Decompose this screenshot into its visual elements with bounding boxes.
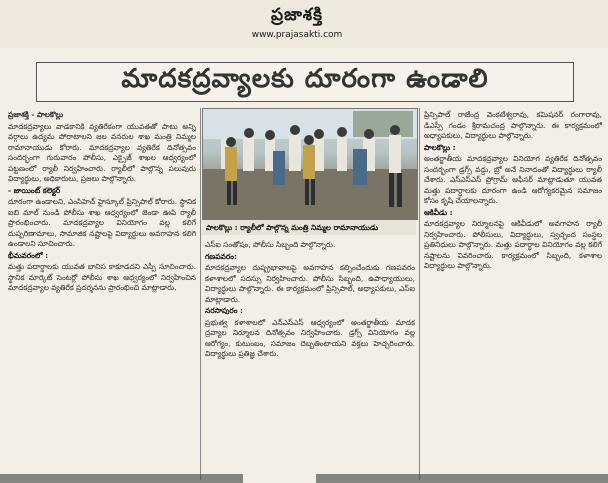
subhead: గణపవరం: (205, 251, 238, 261)
column-divider (200, 108, 201, 480)
subhead: పాలకొల్లు : (424, 142, 456, 152)
paragraph: ప్రభుత్వ కళాశాలలో ఎన్ఎస్ఎస్ ఆధ్వర్యంలో అంతర్జాతీయ మాదక ద్రవ్యాల నిర్మూలన దినోత్సవం నిర్వహించారు. డ్రగ్స్ వినియోగం వల్ల ఆరోగ్యం, కుటుంబం, సమాజం దెబ్బతింటాయని వక్తలు హెచ్చరించారు. విద్యార్థులు ప్రతిజ్ఞ చేశారు. (205, 317, 415, 358)
paragraph: ప్రిన్సిపాల్ రాజేంద్ర వెంకటేశ్వరావు, కమిషనర్ రంగారావు, డిఎస్పీ గండం శ్రీరామచంద్ర పాల్గొన్నారు. ఈ కార్యక్రమంలో అధ్యాపకులు, విద్యార్థులు పాల్గొన్నారు. (424, 110, 602, 140)
subhead: - జాయింట్ కలెక్టర్ (8, 185, 61, 195)
article-column-2 (205, 240, 415, 480)
masthead (0, 0, 608, 48)
headline-box (36, 62, 574, 102)
article-column-3 (424, 110, 602, 480)
rally-illustration (203, 109, 417, 219)
paragraph: ఎస్ఐ సంతోషం, పోలీసు సిబ్బంది పాల్గొన్నారు. (205, 240, 336, 249)
next-article-strip (0, 474, 608, 483)
paragraph: మాదకద్రవ్యాల దుష్ప్రభావాలపై అవగాహన కల్పించేందుకు గణపవరం కళాశాలలో సదస్సు నిర్వహించారు. పోలీసు సిబ్బంది, ఉపాధ్యాయులు, విద్యార్థులు పాల్గొన్నారు. ఈ కార్యక్రమంలో ప్రిన్సిపాల్, అధ్యాపకులు, ఎస్ఐ మాట్లాడారు. (205, 263, 415, 304)
headline: మాదకద్రవ్యాలకు దూరంగా ఉండాలి (121, 64, 489, 94)
subhead: ఆకివీడు : (424, 207, 453, 217)
paragraph: మాదకద్రవ్యాలు వాడకానికి వ్యతిరేకంగా యువతతో పాటు అన్ని వర్గాలు ఉద్యమ పోరాటాలని జల వనరుల శాఖ మంత్రి నిమ్మల రామానాయుడు కోరారు. మాదకద్రవ్యాల వ్యతిరేక దినోత్సవం సందర్భంగా గురువారం పోలీసు, ఎక్సైజ్ శాఖల ఆధ్వర్యంలో పట్టణంలో ర్యాలీ నిర్వహించారు. ర్యాలీలో పాల్గొన్న పలువురు విద్యార్థులు, అధికారులు, ప్రజలు పాల్గొన్నారు. (8, 121, 196, 183)
paragraph: దూరంగా ఉండాలని, ఎంసిహెచ్ హైస్కూల్ ప్రిన్సిపాల్ కోరారు. స్థానిక ఐబి మాల్ నుండి పోలీసు శాఖ ఆధ్వర్యంలో జెండా ఊపి ర్యాలీ ప్రారంభించారు. మాదకద్రవ్యాల వినియోగం వల్ల కలిగే దుష్పరిణామాలు, సామాజిక నష్టాలపై విద్యార్థులు అవగాహన కలిగి ఉండాలని సూచించారు. (8, 197, 196, 248)
news-photo (202, 108, 418, 220)
paragraph: మత్తు పదార్థాలకు యువత బానిస కాకూడదని ఎస్పీ సూచించారు. స్థానిక మార్కెట్ సెంటర్లో పోలీసు శాఖ ఆధ్వర్యంలో నిర్వహించిన మాదకద్రవ్యాల వ్యతిరేక ప్రదర్శనను ప్రారంభించి మాట్లాడారు. (8, 262, 196, 292)
newspaper-logo: ప్రజాశక్తి (271, 5, 323, 25)
site-url[interactable]: www.prajasakti.com (251, 30, 343, 40)
paragraph: మాదకద్రవ్యాల నిర్మూలనపై ఆకివీడులో అవగాహన ర్యాలీ నిర్వహించారు. పోలీసులు, విద్యార్థులు, స్వచ్ఛంద సంస్థల ప్రతినిధులు పాల్గొన్నారు. మత్తు పదార్థాల వినియోగం వల్ల కలిగే నష్టాలను వివరించారు. కార్యక్రమంలో సిబ్బంది, కళాశాల విద్యార్థులు పాల్గొన్నారు. (424, 219, 602, 270)
article-column-1 (8, 110, 196, 480)
column-divider (419, 108, 420, 480)
paragraph: అంతర్జాతీయ మాదకద్రవ్యాల వినియోగ వ్యతిరేక దినోత్సవం సందర్భంగా డ్రగ్స్ వద్దు, బ్రో అనే నినాదంతో విద్యార్థులు ర్యాలీ చేశారు. ఎస్ఎస్ఎస్ ప్రోగ్రామ్ ఆఫీసర్ మాట్లాడుతూ యువత మత్తు పదార్థాలకు దూరంగా ఉండి ఆరోగ్యకరమైన సమాజం కోసం కృషి చేయాలన్నారు. (424, 154, 602, 205)
dateline: ప్రజాశక్తి - పాలకొల్లు (8, 110, 64, 119)
subhead: భీమవరంలో : (8, 250, 49, 260)
photo-caption: పాలకొల్లు : ర్యాలీలో పాల్గొన్న మంత్రి నిమ్మల రామానాయుడు (202, 219, 416, 235)
subhead: నరసాపురం : (205, 306, 243, 315)
